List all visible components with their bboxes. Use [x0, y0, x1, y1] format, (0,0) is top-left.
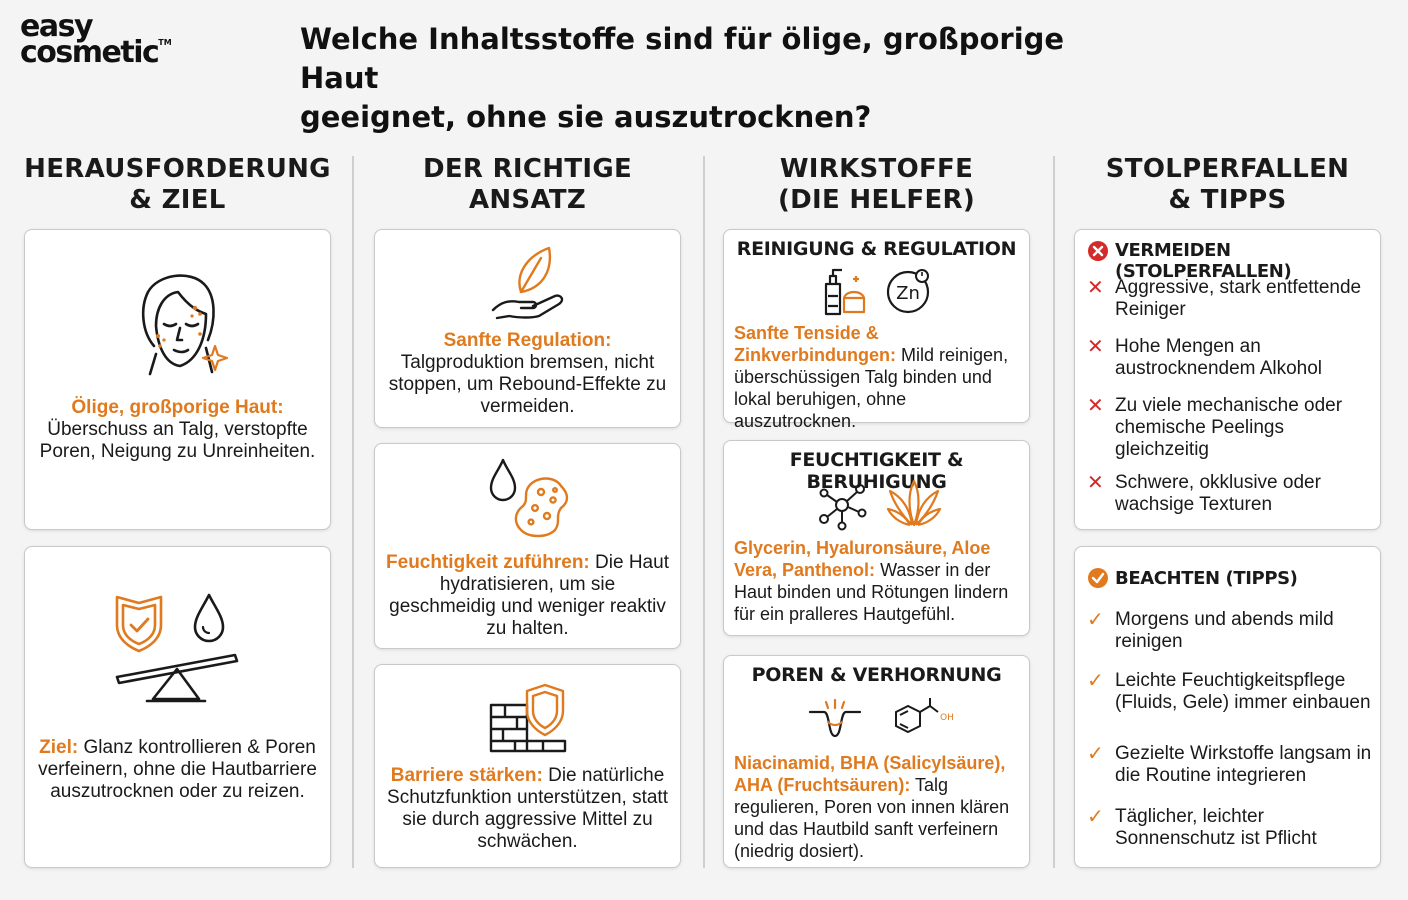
tips-card	[1074, 546, 1381, 868]
cleanser-bottle-icon	[820, 266, 870, 316]
approach-card-hydration	[374, 443, 681, 649]
aloe-icon	[886, 479, 942, 529]
active-label: Sanfte Tenside & Zinkverbindungen:	[734, 323, 896, 365]
approach-text-hydration	[385, 552, 670, 640]
goal-description	[35, 737, 320, 803]
active-group-title: FEUCHTIGKEIT & BERUHIGUNG	[789, 449, 964, 493]
tip-item-text: Morgens und abends mild reinigen	[1115, 609, 1334, 652]
page-title-line-1: Welche Inhaltsstoffe sind für ölige, großporige Haut	[300, 22, 1065, 95]
page-title	[300, 20, 1120, 137]
list-item	[1087, 277, 1372, 321]
challenge-card	[24, 229, 331, 530]
column-header-line: & TIPPS	[1168, 185, 1287, 215]
column-header-challenge	[24, 154, 331, 218]
column-header-actives	[723, 154, 1030, 218]
leaf-hand-icon	[489, 240, 569, 320]
cross-icon: ✕	[1087, 395, 1104, 417]
sponge-icon	[485, 456, 575, 542]
avoid-item-text: Zu viele mechanische oder chemische Peelings gleichzeitig	[1115, 395, 1343, 460]
column-header-line: HERAUSFORDERUNG	[24, 154, 331, 184]
page-title-line-2: geeignet, ohne sie auszutrocknen?	[300, 100, 872, 134]
skin-type-label: Ölige, großporige Haut:	[71, 397, 284, 418]
brick-wall-shield-icon	[487, 681, 573, 755]
molecule-icon	[816, 481, 870, 531]
check-icon: ✓	[1087, 806, 1104, 828]
avoid-item-text: Schwere, okklusive oder wachsige Texturen	[1115, 472, 1321, 515]
error-circle-icon	[1087, 240, 1109, 262]
column-header-line: & ZIEL	[129, 185, 226, 215]
list-item	[1087, 336, 1372, 380]
avoid-card	[1074, 229, 1381, 530]
column-divider	[703, 156, 705, 868]
approach-text-barrier	[385, 765, 670, 853]
list-item	[1087, 806, 1372, 850]
approach-card-barrier	[374, 664, 681, 868]
active-text: Mild reinigen, überschüssigen Talg binden und lokal beruhigen, ohne auszutrocknen.	[734, 345, 1009, 431]
list-item	[1087, 670, 1372, 714]
active-description	[734, 752, 1019, 862]
tips-title: BEACHTEN (TIPPS)	[1115, 568, 1298, 589]
column-header-line: WIRKSTOFFE	[779, 154, 974, 184]
goal-text: Glanz kontrollieren & Poren verfeinern, ohne die Hautbarriere auszutrocknen oder zu reizen.	[38, 737, 317, 802]
approach-text: Die Haut hydratisieren, um sie geschmeidig und weniger reaktiv zu halten.	[389, 552, 669, 639]
avoid-title: VERMEIDEN (STOLPERFALLEN)	[1115, 240, 1292, 282]
active-description	[734, 322, 1019, 432]
cross-icon: ✕	[1087, 336, 1104, 358]
active-card-pores	[723, 655, 1030, 868]
approach-text: Die natürliche Schutzfunktion unterstützen, statt sie durch aggressive Mittel zu schwächen.	[387, 765, 668, 852]
active-group-title: POREN & VERHORNUNG	[751, 664, 1002, 686]
column-header-approach	[374, 154, 681, 218]
pore-icon	[808, 698, 862, 742]
check-icon: ✓	[1087, 743, 1104, 765]
approach-card-regulation	[374, 229, 681, 428]
goal-label: Ziel:	[39, 737, 79, 758]
list-item	[1087, 395, 1372, 461]
active-card-moisture	[723, 440, 1030, 636]
tip-item-text: Gezielte Wirkstoffe langsam in die Routine integrieren	[1115, 743, 1372, 786]
column-divider	[1053, 156, 1055, 868]
logo-line-1: easy	[20, 9, 93, 44]
list-item	[1087, 472, 1372, 516]
approach-label: Sanfte Regulation:	[443, 330, 612, 351]
brand-logo	[20, 9, 172, 70]
active-label: Niacinamid, BHA (Salicylsäure), AHA (Fruchtsäuren):	[734, 753, 1006, 795]
active-description	[734, 537, 1019, 625]
zinc-icon	[884, 266, 934, 314]
tip-item-text: Täglicher, leichter Sonnenschutz ist Pflicht	[1115, 806, 1317, 849]
list-item	[1087, 609, 1372, 653]
active-text: Talg regulieren, Poren von innen klären und das Hautbild sanft verfeinern (niedrig dosiert).	[734, 775, 1010, 861]
active-card-cleansing	[723, 229, 1030, 431]
column-header-line: ANSATZ	[468, 185, 587, 215]
active-text: Wasser in der Haut binden und Rötungen lindern für ein pralleres Hautgefühl.	[734, 560, 1009, 624]
sparkle-icon	[201, 344, 229, 372]
active-group-title: REINIGUNG & REGULATION	[736, 238, 1017, 260]
zinc-symbol: Zn	[896, 283, 920, 304]
approach-text-regulation	[385, 330, 670, 418]
challenge-description	[35, 397, 320, 463]
active-label: Glycerin, Hyaluronsäure, Aloe Vera, Panthenol:	[734, 538, 991, 580]
column-header-line: DER RICHTIGE	[422, 154, 633, 184]
column-header-tips	[1074, 154, 1381, 218]
balance-scale-icon	[113, 589, 243, 709]
salicylic-acid-icon	[884, 696, 954, 742]
goal-card	[24, 546, 331, 868]
check-circle-icon	[1087, 567, 1109, 589]
cross-icon: ✕	[1087, 277, 1104, 299]
avoid-item-text: Aggressive, stark entfettende Reiniger	[1115, 277, 1362, 320]
logo-line-2: cosmetic	[20, 34, 159, 70]
check-icon: ✓	[1087, 670, 1104, 692]
check-icon: ✓	[1087, 609, 1104, 631]
approach-label: Barriere stärken:	[390, 765, 543, 786]
hydroxyl-label: OH	[940, 713, 954, 723]
column-divider	[352, 156, 354, 868]
skin-type-text: Überschuss an Talg, verstopfte Poren, Neigung zu Unreinheiten.	[39, 419, 316, 462]
list-item	[1087, 743, 1372, 787]
column-header-line: (DIE HELFER)	[777, 185, 976, 215]
logo-trademark: TM	[158, 37, 172, 47]
approach-text: Talgproduktion bremsen, nicht stoppen, um Rebound-Effekte zu vermeiden.	[388, 352, 667, 417]
avoid-item-text: Hohe Mengen an austrocknendem Alkohol	[1115, 336, 1323, 379]
approach-label: Feuchtigkeit zuführen:	[386, 552, 590, 573]
cross-icon: ✕	[1087, 472, 1104, 494]
column-header-line: STOLPERFALLEN	[1105, 154, 1350, 184]
tip-item-text: Leichte Feuchtigkeitspflege (Fluids, Gele) immer einbauen	[1115, 670, 1371, 713]
